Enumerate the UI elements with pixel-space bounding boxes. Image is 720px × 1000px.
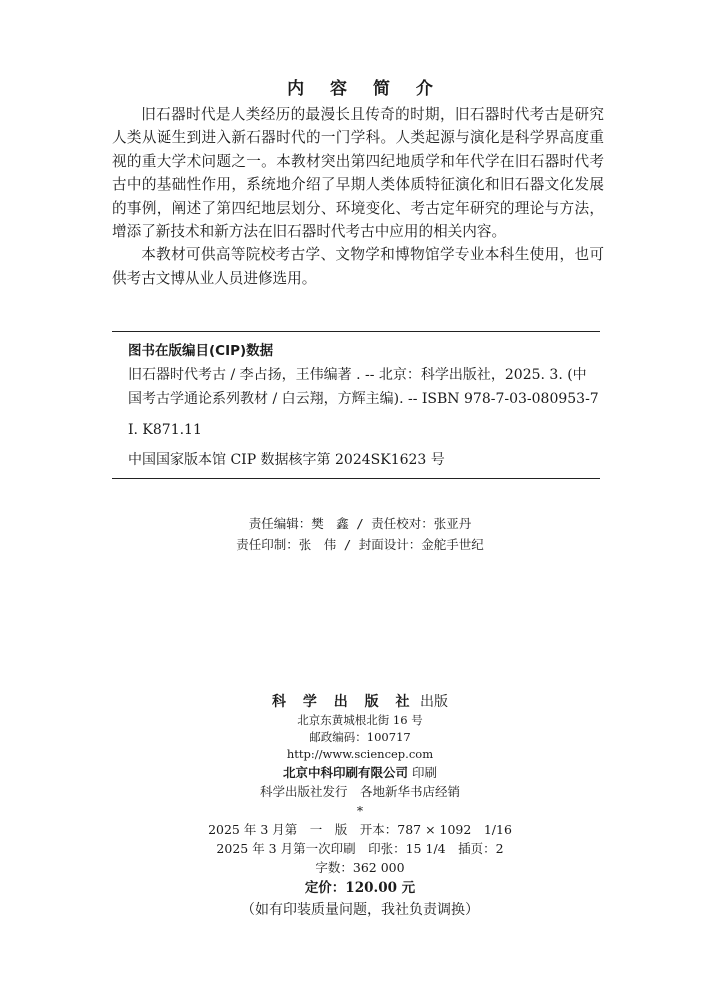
printer-line: [0, 763, 720, 782]
word-count: 字数：362 000: [315, 860, 405, 875]
publication-info: [0, 692, 720, 921]
printing-line: 2025 年 3 月第一次印刷 印张：15 1/4 插页：2: [216, 841, 504, 856]
publisher-line: [0, 692, 720, 712]
cip-catalog-entry: 旧石器时代考古 / 李占扬，王伟编著 . -- 北京：科学出版社，2025. 3. (中国考古学通论系列教材 / 白云翔，方辉主编). -- ISBN 978-7-03-080953-7: [128, 367, 599, 407]
publisher-action: 出版: [419, 694, 448, 710]
printer-name: 北京中科印刷有限公司: [282, 765, 408, 780]
cip-verification-number: 中国国家版本馆 CIP 数据核字第 2024SK1623 号: [128, 452, 445, 468]
page-title: 内 容 简 介: [287, 79, 443, 99]
publisher-address: 北京东黄城根北街 16 号: [297, 713, 423, 727]
staff-line-editors: 责任编辑：樊 鑫 / 责任校对：张亚丹: [248, 516, 472, 531]
cip-classification: Ⅰ. K871.11: [128, 422, 202, 438]
cip-data-block: [112, 331, 600, 479]
separator-star: *: [356, 803, 364, 818]
intro-paragraph-2: 本教材可供高等院校考古学、文物学和博物馆学专业本科生使用，也可供考古文博从业人员进修选用。: [112, 246, 604, 287]
edition-line: 2025 年 3 月第 一 版 开本：787 × 1092 1/16: [208, 822, 512, 837]
book-introduction: [112, 103, 604, 290]
publisher-website: http://www.sciencep.com: [286, 747, 434, 761]
publisher-postcode: 邮政编码：100717: [309, 730, 411, 744]
editorial-staff: [0, 513, 720, 555]
price: 定价：120.00 元: [304, 880, 416, 896]
quality-note: （如有印装质量问题，我社负责调换）: [241, 902, 479, 918]
cip-heading: 图书在版编目(CIP)数据: [128, 343, 274, 359]
staff-line-production: 责任印制：张 伟 / 封面设计：金舵手世纪: [236, 537, 484, 552]
intro-paragraph-1: 旧石器时代是人类经历的最漫长且传奇的时期，旧石器时代考古是研究人类从诞生到进入新石器时代的一门学科。人类起源与演化是科学界高度重视的重大学术问题之一。本教材突出第四纪地质学和年代学在旧石器时代考古中的基础性作用，系统地介绍了早期人类体质特征演化和旧石器文化发展的事例，阐述了第四纪地层划分、环境变化、考古定年研究的理论与方法，增添了新技术和新方法在旧石器时代考古中应用的相关内容。: [112, 106, 604, 241]
printer-action: 印刷: [411, 765, 437, 780]
distribution-line: 科学出版社发行 各地新华书店经销: [259, 784, 460, 799]
publisher-name: 科 学 出 版 社: [272, 694, 416, 710]
